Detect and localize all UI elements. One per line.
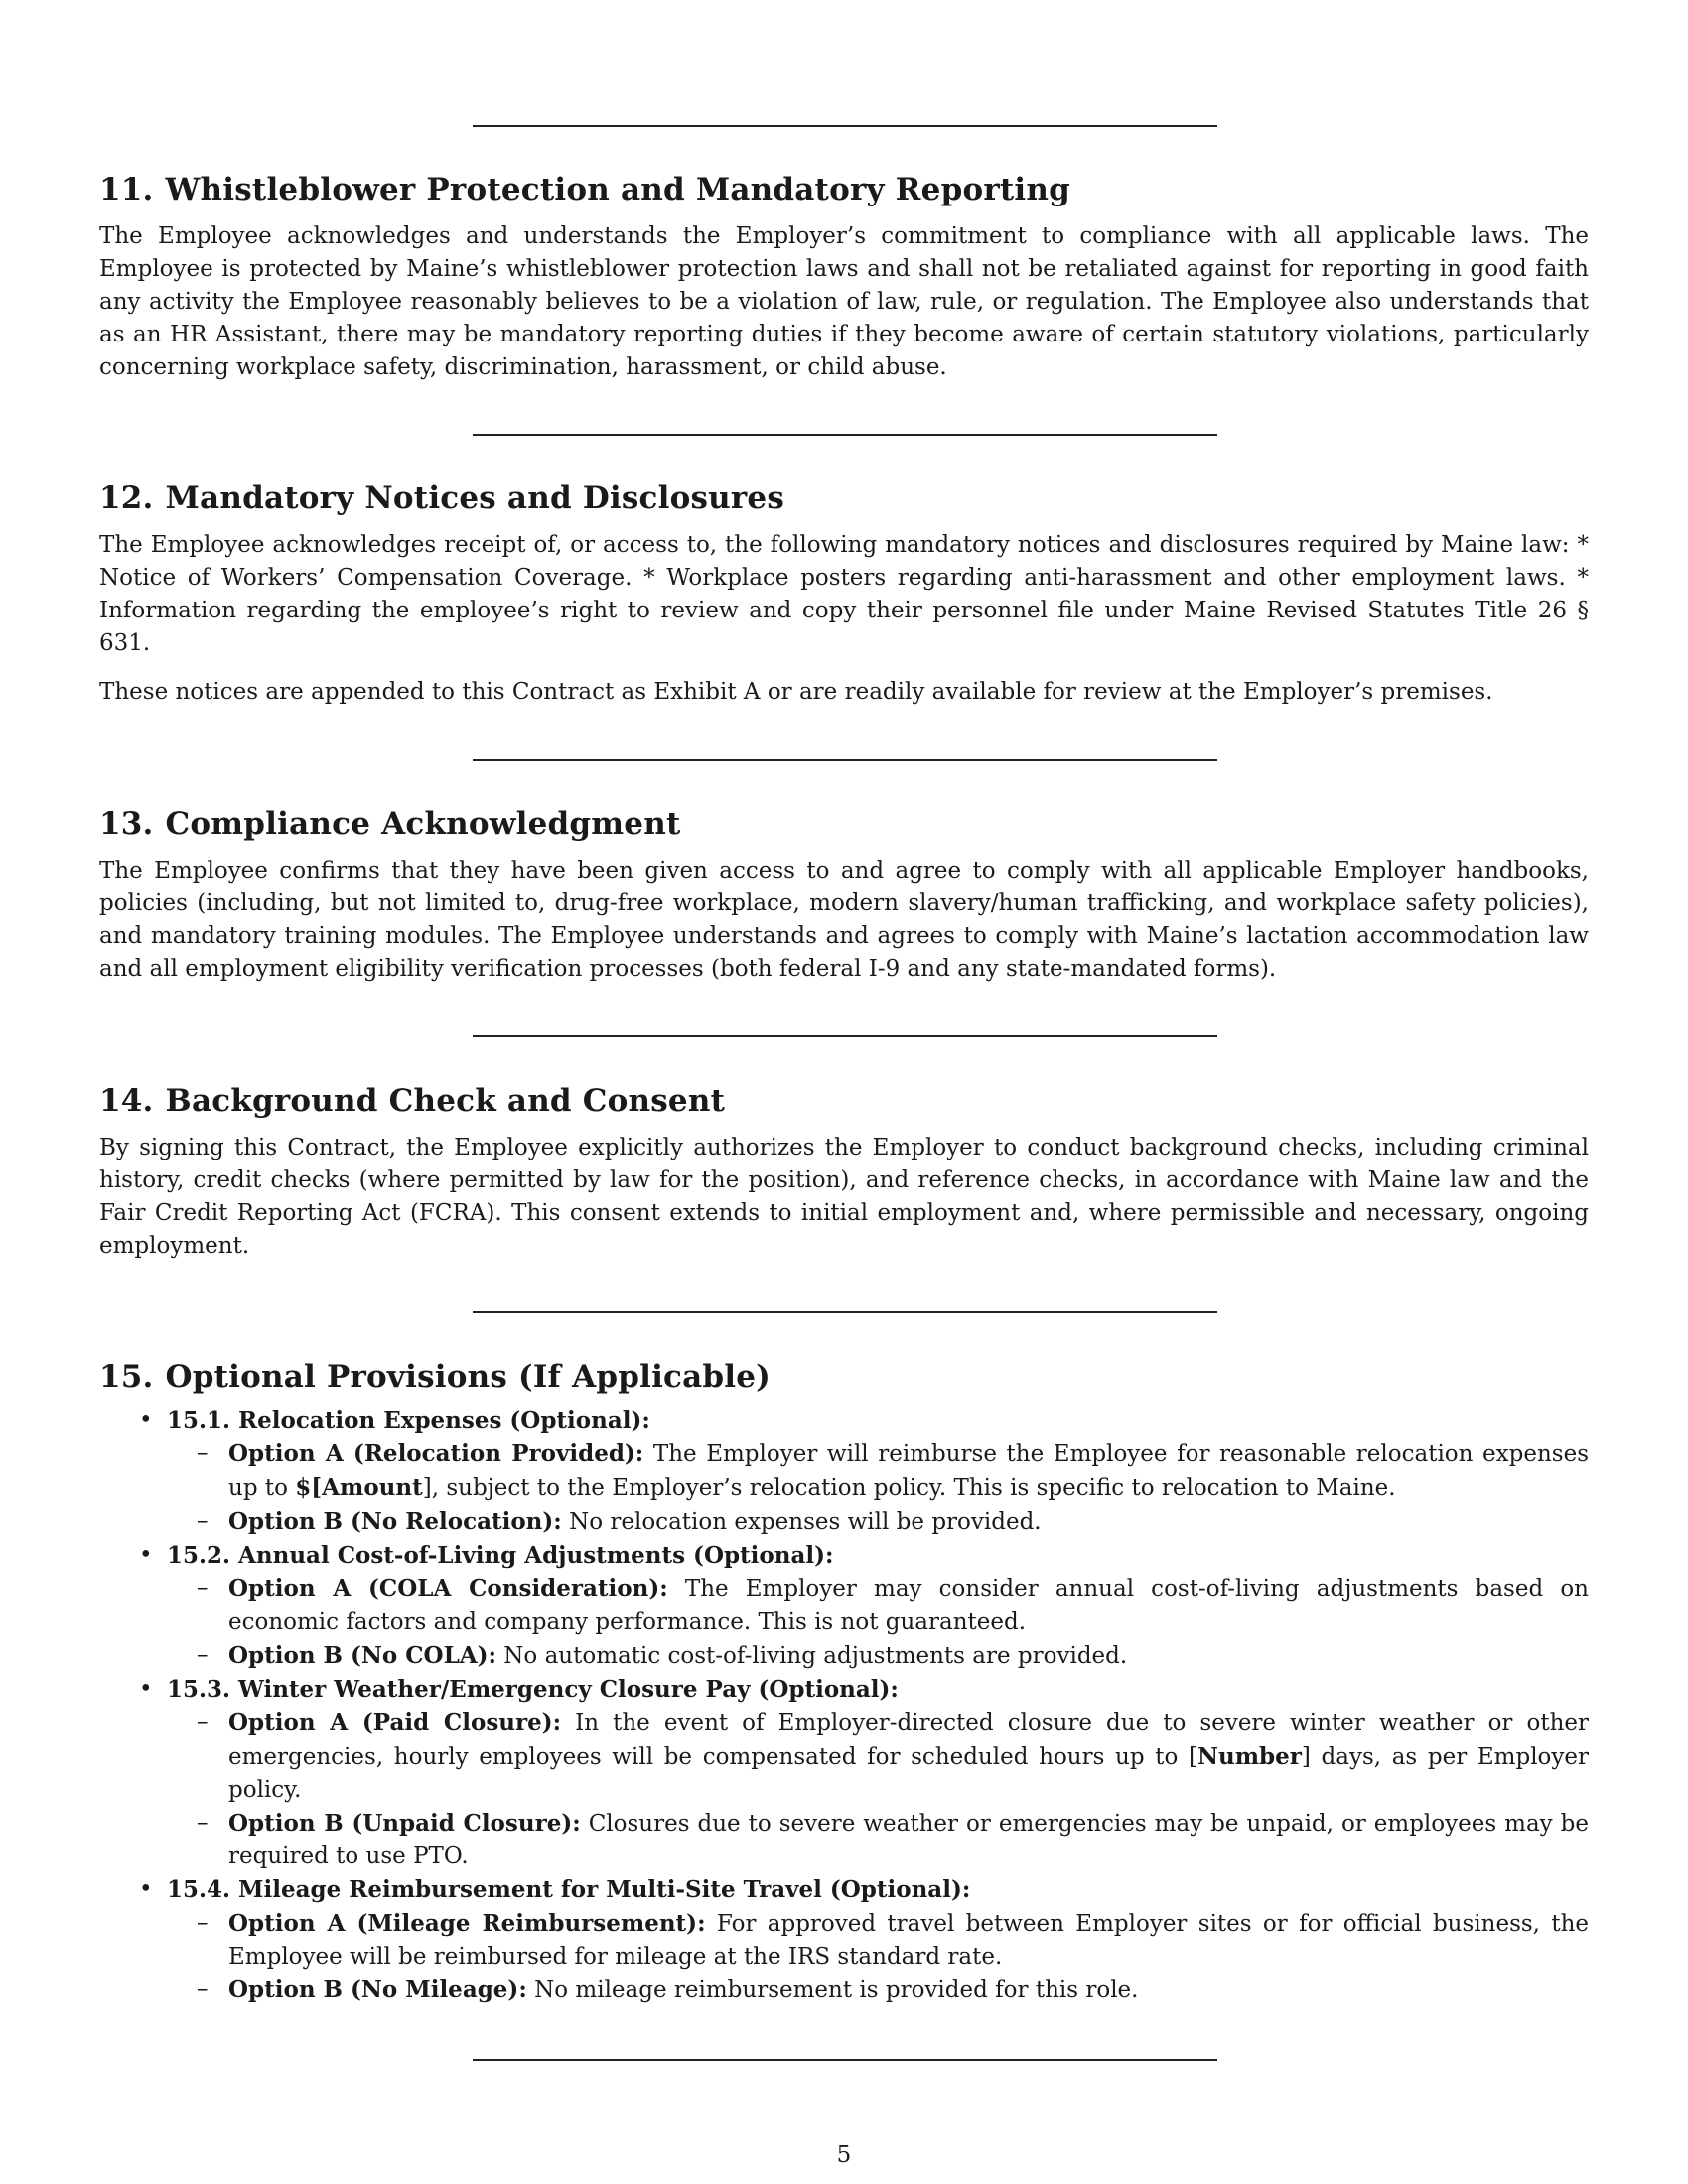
section-title: Whistleblower Protection and Mandatory Reporting — [165, 172, 1070, 207]
option-text: ], subject to the Employer’s relocation policy. This is specific to relocation to Maine. — [422, 1475, 1396, 1501]
dash-icon: – — [197, 1977, 209, 2002]
section-paragraph: The Employee acknowledges and understands the Employer’s commitment to compliance with all applicable laws. The Employee is protected by Maine’s whistleblower protection laws and shall not be retaliated against for reporting in good faith any activity the Employee reasonably believes to be a violation of law, rule, or regulation. The Employee also understands that as an HR Assistant, there may be mandatory reporting duties if they become aware of certain statutory violations, particularly concerning workplace safety, discrimination, harassment, or child abuse. — [99, 223, 1589, 380]
bullet-icon: • — [139, 1542, 153, 1568]
dash-icon: – — [197, 1575, 209, 1601]
provision-title: 15.1. Relocation Expenses (Optional): — [167, 1407, 650, 1433]
option-label: Option B (No COLA): — [228, 1642, 496, 1669]
section-divider — [473, 759, 1217, 761]
section-15 — [99, 1358, 1589, 2007]
section-divider — [473, 434, 1217, 436]
section-divider — [473, 125, 1217, 127]
option-list — [167, 1572, 1589, 1673]
bullet-icon: • — [139, 1676, 153, 1702]
option-text: The Employer may consider annual cost-of-living adjustments based on economic factors and company performance. This is not guaranteed. — [228, 1576, 1589, 1635]
section-heading — [99, 1358, 1589, 1396]
list-item — [99, 1873, 1589, 2007]
section-heading — [99, 805, 1589, 843]
section-paragraph: The Employee acknowledges receipt of, or access to, the following mandatory notices and disclosures required by Maine law: * Notice of Workers’ Compensation Coverage. * Workplace posters regarding anti-harassment and other employment laws. * Information regarding the employee’s right to review and copy their personnel file under Maine Revised Statutes Title 26 § 631. — [99, 532, 1589, 656]
section-number: 12. — [99, 480, 154, 516]
section-divider — [473, 2059, 1217, 2061]
dash-icon: – — [197, 1508, 209, 1534]
section-11 — [99, 171, 1589, 400]
option-item — [167, 1437, 1589, 1505]
optional-provisions-list — [99, 1404, 1589, 2007]
section-paragraph: The Employee confirms that they have been given access to and agree to comply with all applicable Employer handbooks, policies (including, but not limited to, drug-free workplace, modern slavery/human trafficking, and workplace safety policies), and mandatory training modules. The Employee understands and agrees to comply with Maine’s lactation accommodation law and all employment eligibility verification processes (both federal I-9 and any state-mandated forms). — [99, 858, 1589, 982]
option-text: No relocation expenses will be provided. — [561, 1509, 1042, 1535]
section-title: Background Check and Consent — [165, 1083, 726, 1119]
list-item — [99, 1673, 1589, 1873]
option-label: Option B (No Relocation): — [228, 1508, 562, 1535]
section-heading — [99, 1082, 1589, 1120]
section-14 — [99, 1082, 1589, 1279]
option-label: Option A (COLA Consideration): — [228, 1575, 668, 1602]
section-paragraph: These notices are appended to this Contract as Exhibit A or are readily available for review at the Employer’s premises. — [99, 679, 1493, 705]
option-list — [167, 1907, 1589, 2007]
option-text: ] days, as per Employer policy. — [228, 1744, 1590, 1803]
option-text: For approved travel between Employer sites or for official business, the Employee will be reimbursed for mileage at the IRS standard rate. — [228, 1911, 1589, 1970]
section-title: Compliance Acknowledgment — [165, 806, 681, 842]
bullet-icon: • — [139, 1407, 153, 1433]
option-item — [167, 1807, 1589, 1873]
option-list — [167, 1706, 1589, 1873]
option-list — [167, 1437, 1589, 1539]
section-heading — [99, 479, 1589, 517]
option-item — [167, 1706, 1589, 1807]
bullet-icon: • — [139, 1876, 153, 1902]
list-item — [99, 1539, 1589, 1673]
section-number: 14. — [99, 1083, 154, 1119]
document-page — [99, 0, 1589, 2184]
provision-title: 15.3. Winter Weather/Emergency Closure Pay (Optional): — [167, 1676, 899, 1703]
option-item — [167, 1639, 1589, 1673]
section-number: 13. — [99, 806, 154, 842]
section-heading — [99, 171, 1589, 208]
option-label: Option A (Relocation Provided): — [228, 1440, 644, 1467]
dash-icon: – — [197, 1910, 209, 1936]
option-label: Option A (Mileage Reimbursement): — [228, 1910, 706, 1937]
option-label: Option A (Paid Closure): — [228, 1709, 562, 1736]
section-number: 15. — [99, 1359, 154, 1395]
option-label: Option B (Unpaid Closure): — [228, 1810, 581, 1837]
dash-icon: – — [197, 1440, 209, 1466]
section-divider — [473, 1035, 1217, 1037]
list-item — [99, 1404, 1589, 1539]
option-text: No mileage reimbursement is provided for this role. — [526, 1978, 1139, 2003]
section-13 — [99, 805, 1589, 1002]
dash-icon: – — [197, 1810, 209, 1836]
section-title: Optional Provisions (If Applicable) — [165, 1359, 772, 1395]
option-item — [167, 1572, 1589, 1639]
section-number: 11. — [99, 172, 154, 207]
page-number: 5 — [836, 2142, 852, 2168]
placeholder-field: $[Amount — [295, 1474, 423, 1501]
dash-icon: – — [197, 1709, 209, 1735]
option-text: Closures due to severe weather or emergencies may be unpaid, or employees may be required to use PTO. — [228, 1811, 1589, 1869]
provision-title: 15.2. Annual Cost-of-Living Adjustments (Optional): — [167, 1542, 834, 1569]
provision-title: 15.4. Mileage Reimbursement for Multi-Site Travel (Optional): — [167, 1876, 971, 1903]
placeholder-field: Number — [1196, 1743, 1302, 1770]
section-12 — [99, 479, 1589, 725]
section-paragraph: By signing this Contract, the Employee explicitly authorizes the Employer to conduct background checks, including criminal history, credit checks (where permitted by law for the position), and reference checks, in accordance with Maine law and the Fair Credit Reporting Act (FCRA). This consent extends to initial employment and, where permissible and necessary, ongoing employment. — [99, 1135, 1589, 1259]
option-item — [167, 1974, 1589, 2007]
option-item — [167, 1907, 1589, 1974]
option-label: Option B (No Mileage): — [228, 1977, 527, 2003]
option-text: The Employer will reimburse the Employee for reasonable relocation expenses up to — [228, 1441, 1589, 1501]
option-text: No automatic cost-of-living adjustments are provided. — [495, 1643, 1128, 1669]
dash-icon: – — [197, 1642, 209, 1668]
option-text: In the event of Employer-directed closure due to severe winter weather or other emergencies, hourly employees will be compensated for scheduled hours up to [ — [228, 1710, 1589, 1770]
section-title: Mandatory Notices and Disclosures — [165, 480, 784, 516]
section-divider — [473, 1311, 1217, 1313]
option-item — [167, 1505, 1589, 1539]
